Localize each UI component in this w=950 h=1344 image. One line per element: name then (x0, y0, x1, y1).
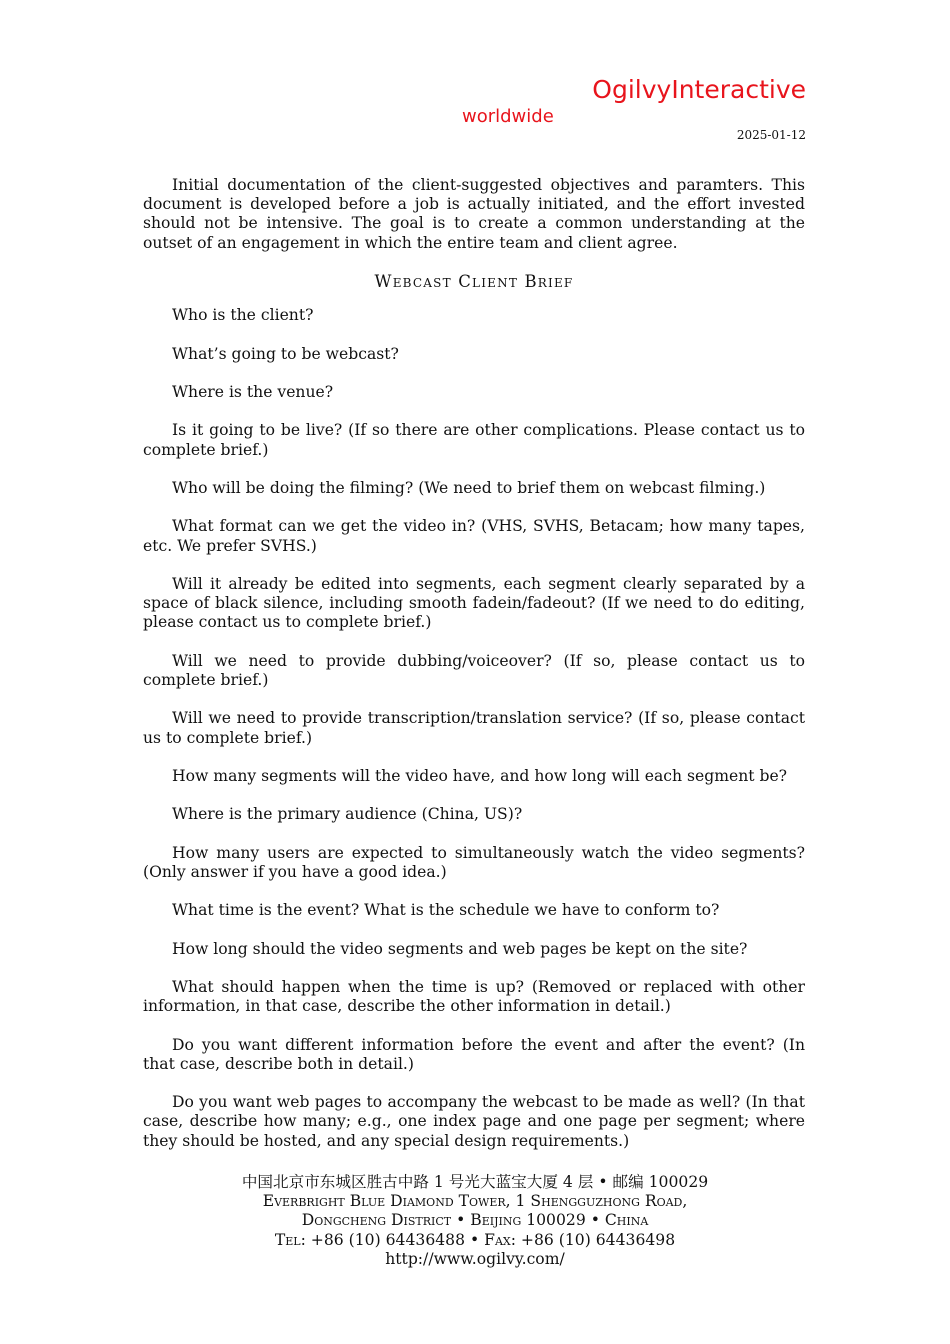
ogilvy-logo (592, 74, 806, 106)
question-item: Is it going to be live? (If so there are other complications. Please contact us to complete brief.) (143, 421, 805, 459)
intro-paragraph: Initial documentation of the client-suggested objectives and paramters. This document is developed before a job is actually initiated, and the effort invested should not be intensive. The goal is to create a common understanding at the outset of an engagement in which the entire team and client agree. (143, 176, 805, 252)
question-item: Who will be doing the filming? (We need to brief them on webcast filming.) (172, 478, 766, 497)
question-item: What should happen when the time is up? (Removed or replaced with other information, in that case, describe the other information in detail.) (143, 978, 805, 1016)
question-item: How many segments will the video have, and how long will each segment be? (172, 766, 788, 785)
question-item: Where is the primary audience (China, US)? (172, 805, 523, 824)
question-item: Do you want web pages to accompany the webcast to be made as well? (In that case, describe how many; e.g., one index page and one page per segment; where they should be hosted, and any special design requirements.) (143, 1093, 805, 1150)
question-item: Will we need to provide dubbing/voiceover? (If so, please contact us to complete brief.) (143, 651, 805, 689)
question-item: What time is the event? What is the schedule we have to conform to? (172, 901, 720, 920)
question-item: How long should the video segments and web pages be kept on the site? (172, 939, 748, 958)
footer-address-line1: Everbright Blue Diamond Tower, 1 Shengguzhong Road, (262, 1192, 688, 1211)
document-body (143, 176, 805, 1170)
question-item: Will we need to provide transcription/translation service? (If so, please contact us to complete brief.) (143, 709, 805, 747)
document-date: 2025-01-12 (736, 128, 806, 142)
question-item: How many users are expected to simultaneously watch the video segments? (Only answer if you have a good idea.) (143, 843, 805, 881)
footer-phone-fax: Tel: +86 (10) 64436488 • Fax: +86 (10) 64436498 (274, 1230, 676, 1249)
footer-address-line2: Dongcheng District • Beijing 100029 • China (301, 1211, 649, 1230)
brand-tagline: worldwide (462, 106, 554, 127)
brand-name: OgilvyInteractive (592, 75, 806, 104)
question-item: Do you want different information before the event and after the event? (In that case, describe both in detail.) (143, 1035, 805, 1073)
document-title: Webcast Client Brief (374, 272, 574, 291)
question-item: Who is the client? (172, 306, 314, 325)
footer-website-link[interactable]: http://www.ogilvy.com/ (385, 1249, 565, 1268)
footer-chinese-address: 中国北京市东城区胜古中路 1 号光大蓝宝大厦 4 层 • 邮编 100029 (241, 1173, 709, 1191)
page-footer (0, 1173, 950, 1269)
question-item: What format can we get the video in? (VHS, SVHS, Betacam; how many tapes, etc. We prefer SVHS.) (143, 517, 805, 555)
question-item: Will it already be edited into segments, each segment clearly separated by a space of black silence, including smooth fadein/fadeout? (If we need to do editing, please contact us to complete brief.) (143, 574, 805, 632)
question-item: Where is the venue? (172, 382, 334, 401)
question-item: What’s going to be webcast? (172, 344, 399, 363)
